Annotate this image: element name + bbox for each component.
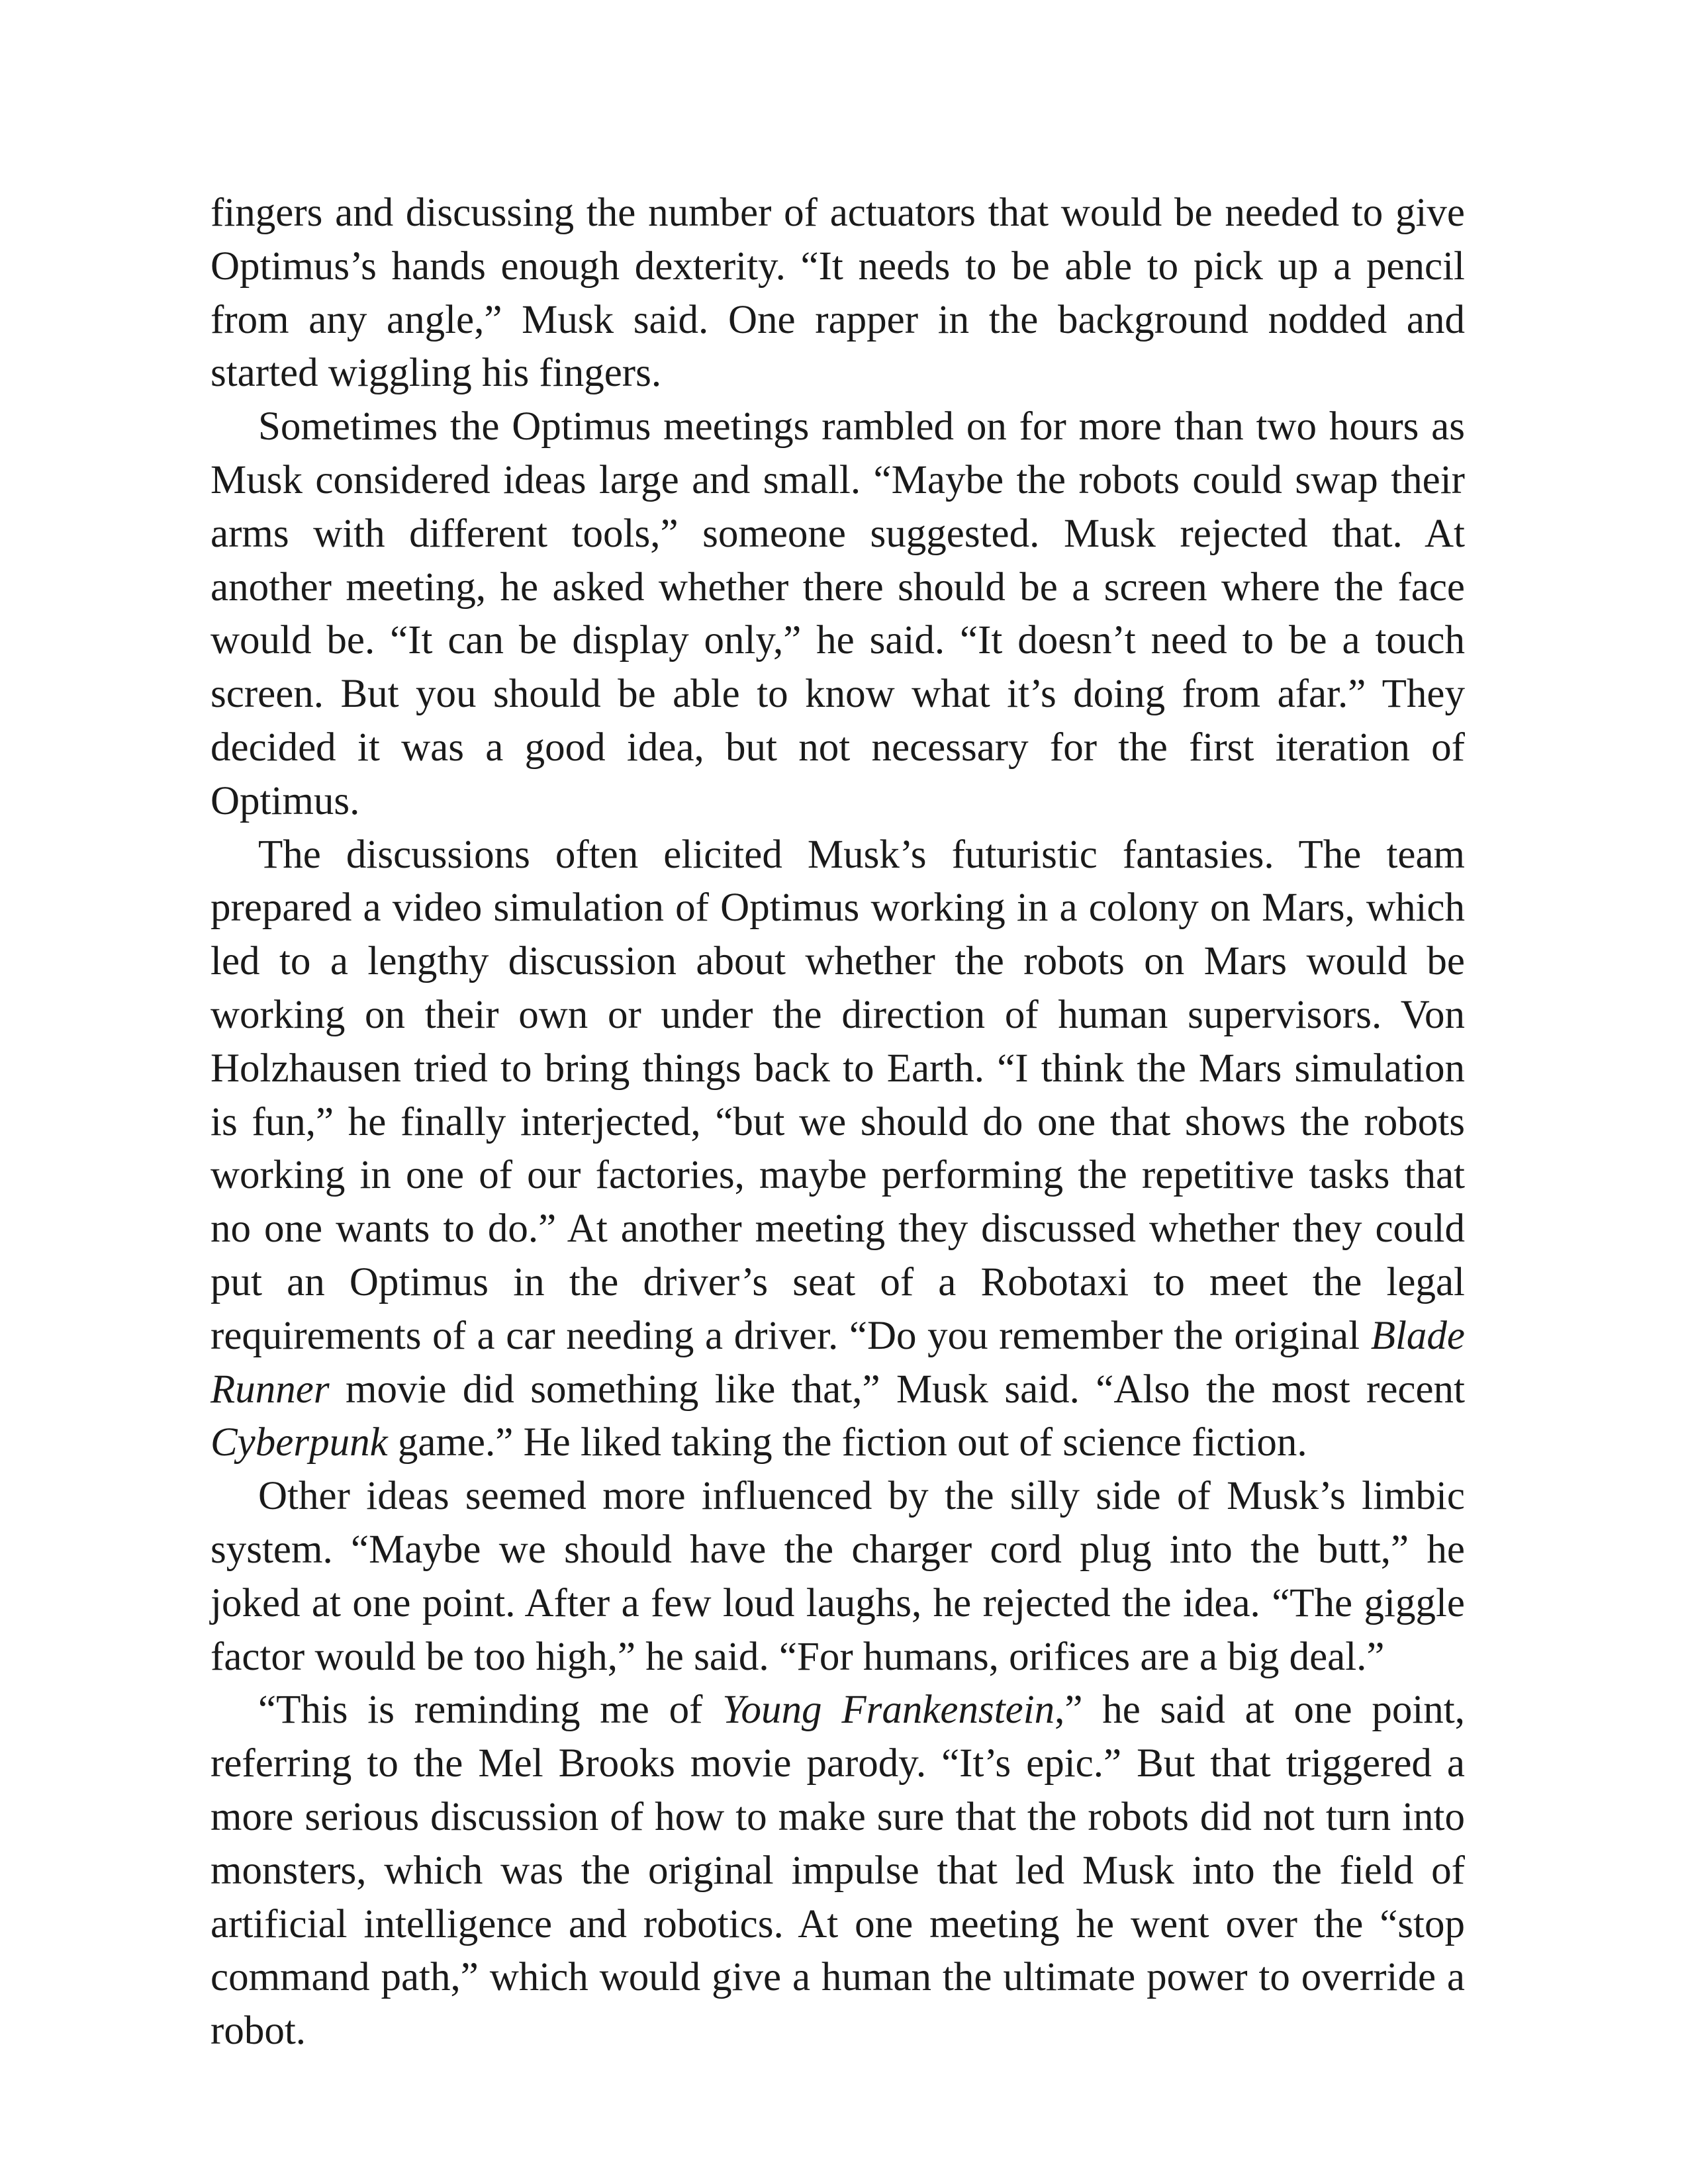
text-run: ,” he said at one point, referring to the Mel Brooks movie parody. “It’s epic.” But that triggered a more serious discussion of how to make sure that the robots did not turn into monsters, which was the original impulse that led Musk into the field of artificial intelligence and robotics. At one meeting he went over the “stop command path,” which would give a human the ultimate power to override a robot. bbox=[211, 1688, 1465, 2054]
paragraph bbox=[211, 1684, 1465, 2058]
text-run: game.” He liked taking the fiction out of science fiction. bbox=[387, 1420, 1307, 1465]
italic-title-young-frankenstein: Young Frankenstein bbox=[722, 1688, 1055, 1733]
text-run: The discussions often elicited Musk’s futuristic fantasies. The team prepared a video simulation of Optimus working in a colony on Mars, which led to a lengthy discussion about whether the robots on Mars would be working on their own or under the direction of human supervisors. Von Holzhausen tried to bring things back to Earth. “I think the Mars simulation is fun,” he finally interjected, “but we should do one that shows the robots working in one of our factories, maybe performing the repetitive tasks that no one wants to do.” At another meeting they discussed whether they could put an Optimus in the driver’s seat of a Robotaxi to meet the legal requirements of a car needing a driver. “Do you remember the original bbox=[211, 832, 1465, 1358]
text-run: Sometimes the Optimus meetings rambled on for more than two hours as Musk considered ideas large and small. “Maybe the robots could swap their arms with different tools,” someone suggested. Musk rejected that. At another meeting, he asked whether there should be a screen where the face would be. “It can be display only,” he said. “It doesn’t need to be a touch screen. But you should be able to know what it’s doing from afar.” They decided it was a good idea, but not necessary for the first iteration of Optimus. bbox=[211, 404, 1465, 823]
italic-title-cyberpunk: Cyberpunk bbox=[211, 1420, 388, 1465]
text-run: Other ideas seemed more influenced by the silly side of Musk’s limbic system. “Maybe we should have the charger cord plug into the butt,” he joked at one point. After a few loud laughs, he rejected the idea. “The giggle factor would be too high,” he said. “For humans, orifices are a big deal.” bbox=[211, 1474, 1465, 1679]
paragraph bbox=[211, 400, 1465, 828]
text-run: “This is reminding me of bbox=[258, 1688, 723, 1733]
paragraph bbox=[211, 829, 1465, 1471]
italic-title-blade-runner: Blade Runner bbox=[211, 1313, 1465, 1412]
text-run: movie did something like that,” Musk said. “Also the most recent bbox=[329, 1367, 1465, 1412]
paragraph bbox=[211, 1470, 1465, 1684]
paragraph bbox=[211, 187, 1465, 400]
text-run: fingers and discussing the number of actuators that would be needed to give Optimus’s hands enough dexterity. “It needs to be able to pick up a pencil from any angle,” Musk said. One rapper in the background nodded and started wiggling his fingers. bbox=[211, 191, 1465, 396]
page-body bbox=[211, 187, 1465, 2058]
